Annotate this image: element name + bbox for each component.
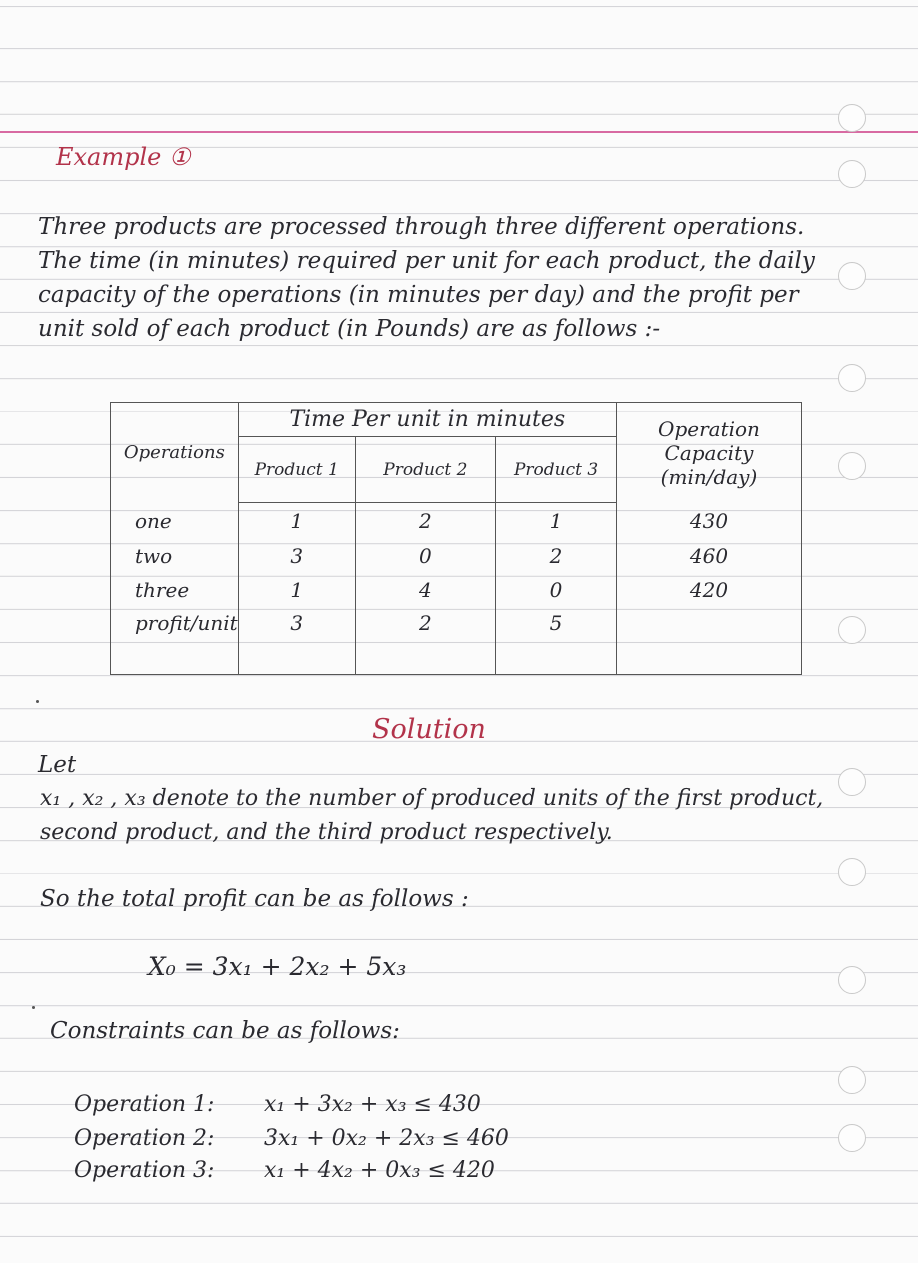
example-title: Example ① (56, 143, 191, 171)
row-label-three: three (111, 573, 239, 607)
constraint-line (74, 1126, 509, 1151)
binder-hole (838, 768, 866, 796)
product-1-header: Product 1 (238, 437, 355, 503)
constraints-intro: Constraints can be as follows: (50, 1018, 400, 1044)
constraint-line (74, 1158, 495, 1183)
problem-statement: Three products are processed through three different operations. The time (in minutes) required per unit for each product, the daily capacity of the operations (in minutes per day) and the profit per unit sold of each product (in Pounds) are as follows :- (38, 214, 815, 342)
table-cell: 2 (355, 607, 495, 675)
table-cell: 4 (355, 573, 495, 607)
row-label-one: one (111, 503, 239, 539)
binder-hole (838, 858, 866, 886)
binder-hole (838, 104, 866, 132)
constraint-expression: x₁ + 4x₂ + 0x₃ ≤ 420 (264, 1158, 495, 1183)
table-cell: 2 (355, 503, 495, 539)
operations-header: Operations (111, 403, 239, 503)
objective-function: X₀ = 3x₁ + 2x₂ + 5x₃ (148, 952, 407, 981)
table-cell: 3 (238, 607, 355, 675)
constraint-expression: 3x₁ + 0x₂ + 2x₃ ≤ 460 (264, 1126, 509, 1151)
table-cell: 3 (238, 539, 355, 573)
binder-hole (838, 616, 866, 644)
binder-hole (838, 1124, 866, 1152)
capacity-header (616, 403, 801, 503)
capacity-header-text: Operation Capacity (min/day) (658, 416, 760, 489)
capacity-cell: 430 (616, 503, 801, 539)
binder-hole (838, 1066, 866, 1094)
product-2-header: Product 2 (355, 437, 495, 503)
time-per-unit-header: Time Per unit in minutes (238, 403, 616, 437)
table-cell: 0 (496, 573, 617, 607)
binder-hole (838, 160, 866, 188)
table-cell: 0 (355, 539, 495, 573)
constraint-label: Operation 2: (74, 1126, 215, 1151)
capacity-cell: 460 (616, 539, 801, 573)
row-label-two: two (111, 539, 239, 573)
constraint-label: Operation 1: (74, 1092, 215, 1117)
stray-dot (36, 700, 39, 703)
binder-hole (838, 262, 866, 290)
product-3-header: Product 3 (496, 437, 617, 503)
table-cell: 1 (238, 503, 355, 539)
variables-definition: x₁ , x₂ , x₃ denote to the number of produced units of the first product, second product, and the third product respectively. (40, 786, 824, 845)
profit-intro: So the total profit can be as follows : (40, 886, 469, 912)
table-cell: 1 (496, 503, 617, 539)
binder-hole (838, 452, 866, 480)
operations-table (110, 402, 802, 675)
binder-hole (838, 966, 866, 994)
constraint-label: Operation 3: (74, 1158, 215, 1183)
let-text: Let (38, 752, 77, 778)
stray-dot (32, 1006, 35, 1009)
solution-heading: Solution (372, 714, 486, 745)
capacity-cell (616, 607, 801, 675)
table-cell: 5 (496, 607, 617, 675)
table-cell: 2 (496, 539, 617, 573)
table-cell: 1 (238, 573, 355, 607)
row-label-profit: profit/unit (111, 607, 239, 675)
notebook-margin-line (0, 131, 918, 133)
capacity-cell: 420 (616, 573, 801, 607)
constraint-line (74, 1092, 481, 1117)
binder-hole (838, 364, 866, 392)
constraint-expression: x₁ + 3x₂ + x₃ ≤ 430 (264, 1092, 481, 1117)
